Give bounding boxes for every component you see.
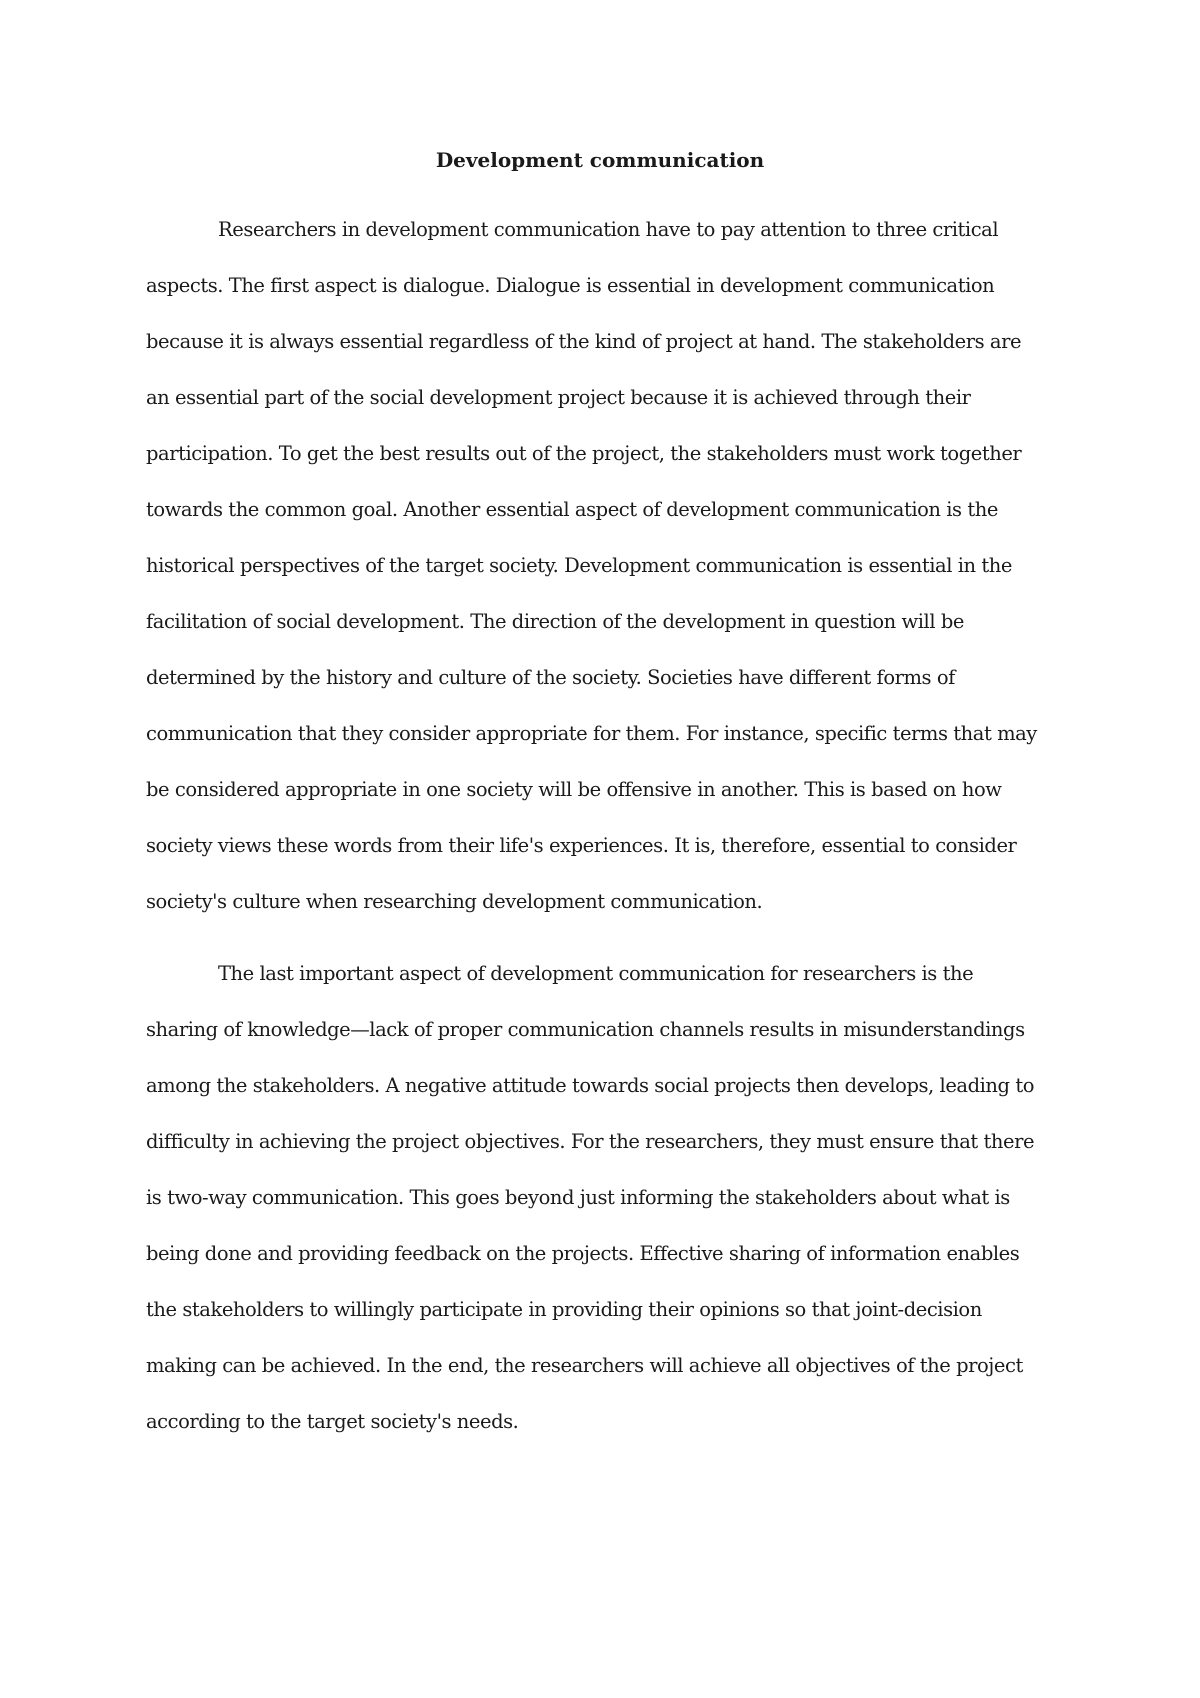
paragraph-line: making can be achieved. In the end, the researchers will achieve all objectives of the project <box>146 1354 1023 1377</box>
paragraph-line: The last important aspect of development communication for researchers is the <box>218 962 974 985</box>
paragraph-1 <box>146 216 1068 944</box>
paragraph-line: difficulty in achieving the project objectives. For the researchers, they must ensure that there <box>146 1130 1035 1153</box>
paragraph-spacer <box>146 944 1068 960</box>
paragraph-line: historical perspectives of the target society. Development communication is essential in the <box>146 554 1012 577</box>
paragraph-line: towards the common goal. Another essential aspect of development communication is the <box>146 498 998 521</box>
paragraph-line: is two-way communication. This goes beyond just informing the stakeholders about what is <box>146 1186 1010 1209</box>
document-body <box>146 216 1068 1464</box>
paragraph-line: aspects. The first aspect is dialogue. Dialogue is essential in development communication <box>146 274 995 297</box>
paragraph-line: society views these words from their life's experiences. It is, therefore, essential to consider <box>146 834 1017 857</box>
paragraph-2 <box>146 960 1068 1464</box>
paragraph-line: be considered appropriate in one society will be offensive in another. This is based on how <box>146 778 1002 801</box>
paragraph-line: society's culture when researching development communication. <box>146 890 763 913</box>
paragraph-line: determined by the history and culture of the society. Societies have different forms of <box>146 666 955 689</box>
paragraph-line: according to the target society's needs. <box>146 1410 519 1433</box>
paragraph-line: sharing of knowledge—lack of proper communication channels results in misunderstandings <box>146 1018 1025 1041</box>
paragraph-line: being done and providing feedback on the projects. Effective sharing of information enables <box>146 1242 1020 1265</box>
paragraph-line: an essential part of the social development project because it is achieved through their <box>146 386 971 409</box>
document-title: Development communication <box>435 148 765 172</box>
paragraph-line: communication that they consider appropriate for them. For instance, specific terms that may <box>146 722 1037 745</box>
paragraph-line: among the stakeholders. A negative attitude towards social projects then develops, leading to <box>146 1074 1034 1097</box>
paragraph-line: because it is always essential regardless of the kind of project at hand. The stakeholders are <box>146 330 1022 353</box>
paragraph-line: the stakeholders to willingly participate in providing their opinions so that joint-decision <box>146 1298 982 1321</box>
paragraph-line: participation. To get the best results out of the project, the stakeholders must work together <box>146 442 1022 465</box>
paragraph-line: facilitation of social development. The direction of the development in question will be <box>146 610 964 633</box>
paragraph-line: Researchers in development communication have to pay attention to three critical <box>218 218 999 241</box>
